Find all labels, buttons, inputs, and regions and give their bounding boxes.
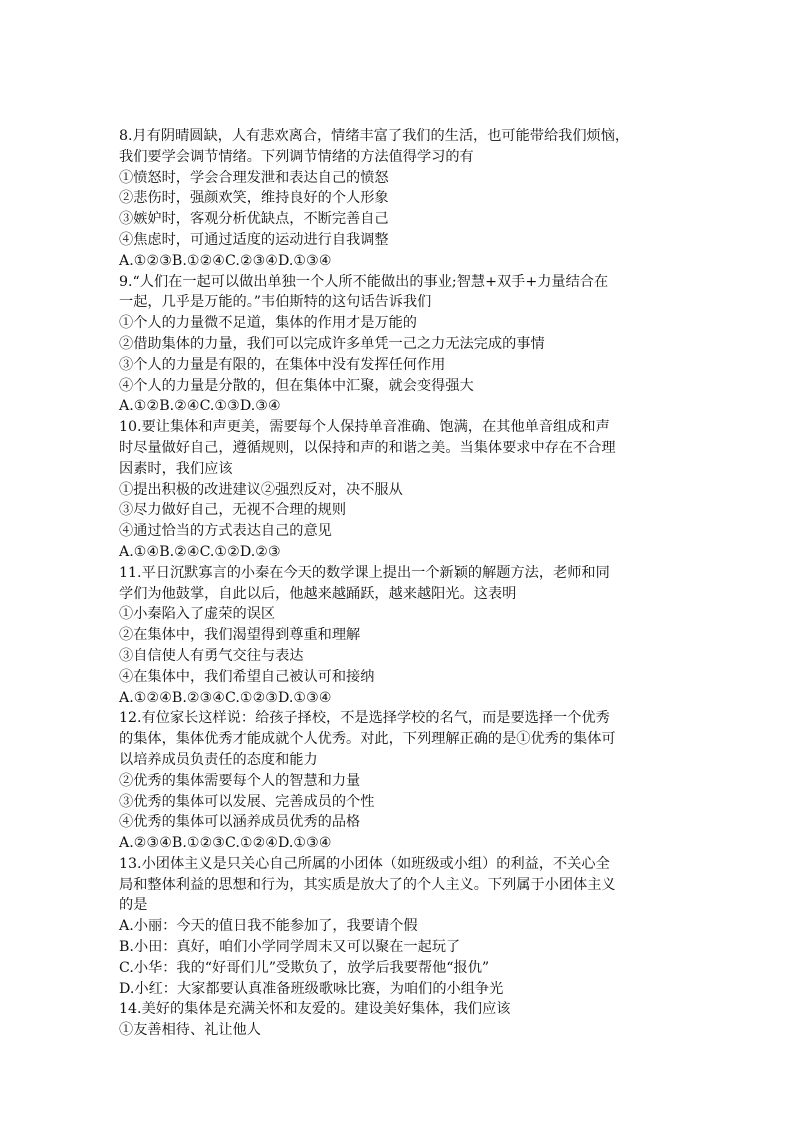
text-line: A.①②④B.②③④C.①②③D.①③④ — [119, 689, 332, 706]
text-line: ③嫉妒时，客观分析优缺点，不断完善自己 — [119, 211, 389, 228]
text-line: ④在集体中，我们希望自己被认可和接纳 — [119, 668, 375, 685]
text-line: ④通过恰当的方式表达自己的意见 — [119, 523, 332, 540]
text-line: ②借助集体的力量，我们可以完成许多单凭一己之力无法完成的事情 — [119, 335, 545, 352]
text-line: ①提出积极的改进建议②强烈反对，决不服从 — [119, 481, 403, 498]
text-line: 12.有位家长这样说：给孩子择校，不是选择学校的名气，而是要选择一个优秀 — [119, 710, 610, 727]
text-line: 因素时，我们应该 — [119, 460, 233, 477]
text-line: 学们为他鼓掌，自此以后，他越来越踊跃，越来越阳光。这表明 — [119, 585, 517, 602]
text-line: 10.要让集体和声更美，需要每个人保持单音准确、饱满，在其他单音组成和声 — [119, 419, 610, 436]
text-line: ③尽力做好自己，无视不合理的规则 — [119, 502, 347, 519]
text-line: A.小丽：今天的值日我不能参加了，我要请个假 — [119, 918, 418, 935]
text-line: C.小华：我的“好哥们儿”受欺负了，放学后我要帮他“报仇” — [119, 959, 490, 976]
text-line: ③自信使人有勇气交往与表达 — [119, 647, 304, 664]
text-line: 9.“人们在一起可以做出单独一个人所不能做出的事业;智慧+双手+力量结合在 — [119, 273, 609, 290]
text-line: ①愤怒时，学会合理发泄和表达自己的愤怒 — [119, 169, 389, 186]
text-line: ①个人的力量微不足道，集体的作用才是万能的 — [119, 315, 417, 332]
text-line: ①小秦陷入了虚荣的误区 — [119, 606, 276, 623]
text-line: ②优秀的集体需要每个人的智慧和力量 — [119, 772, 361, 789]
text-line: ④焦虑时，可通过适度的运动进行自我调整 — [119, 231, 389, 248]
text-line: B.小田：真好，咱们小学同学周末又可以聚在一起玩了 — [119, 939, 461, 956]
text-line: ④优秀的集体可以涵养成员优秀的品格 — [119, 814, 361, 831]
text-line: 11.平日沉默寡言的小秦在今天的数学课上提出一个新颖的解题方法，老师和同 — [119, 564, 610, 581]
text-line: D.小红：大家都要认真准备班级歌咏比赛，为咱们的小组争光 — [119, 980, 504, 997]
text-line: 局和整体利益的思想和行为，其实质是放大了的个人主义。下列属于小团体主义 — [119, 876, 616, 893]
text-line: ②悲伤时，强颜欢笑，维持良好的个人形象 — [119, 190, 389, 207]
text-line: 8.月有阴晴圆缺，人有悲欢离合，情绪丰富了我们的生活，也可能带给我们烦恼， — [119, 128, 630, 144]
text-line: ④个人的力量是分散的，但在集体中汇聚，就会变得强大 — [119, 377, 474, 394]
text-line: 时尽量做好自己，遵循规则，以保持和声的和谐之美。当集体要求中存在不合理 — [119, 439, 616, 456]
text-line: 13.小团体主义是只关心自己所属的小团体（如班级或小组）的利益，不关心全 — [119, 855, 610, 872]
text-line: 的是 — [119, 897, 148, 914]
text-line: A.①④B.②④C.①②D.②③ — [119, 543, 281, 560]
text-line: 以培养成员负责任的态度和能力 — [119, 751, 318, 768]
text-line: 我们要学会调节情绪。下列调节情绪的方法值得学习的有 — [119, 148, 474, 165]
text-line: 一起，几乎是万能的。”韦伯斯特的这句话告诉我们 — [119, 294, 432, 311]
text-line: ③优秀的集体可以发展、完善成员的个性 — [119, 793, 375, 810]
text-line: 14.美好的集体是充满关怀和友爱的。建设美好集体，我们应该 — [119, 1001, 511, 1018]
text-line: 的集体，集体优秀才能成就个人优秀。对此，下列理解正确的是①优秀的集体可 — [119, 731, 616, 748]
text-line: A.①②B.②④C.①③D.③④ — [119, 398, 281, 415]
text-line: ③个人的力量是有限的，在集体中没有发挥任何作用 — [119, 356, 446, 373]
text-line: ①友善相待、礼让他人 — [119, 1022, 261, 1039]
text-line: ②在集体中，我们渴望得到尊重和理解 — [119, 627, 361, 644]
text-line: A.②③④B.①②③C.①②④D.①③④ — [119, 835, 332, 852]
text-line: A.①②③B.①②④C.②③④D.①③④ — [119, 252, 332, 269]
document-page — [119, 126, 679, 1041]
